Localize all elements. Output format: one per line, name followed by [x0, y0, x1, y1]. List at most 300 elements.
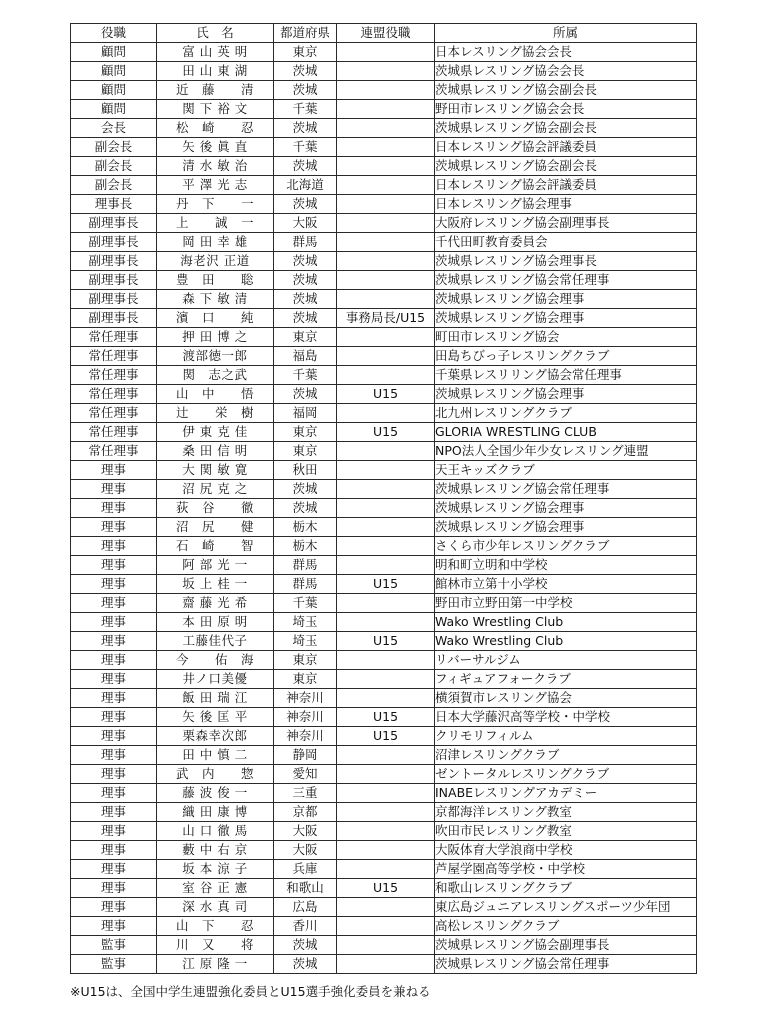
cell-league-role [337, 480, 435, 499]
cell-role: 理事 [71, 670, 157, 689]
cell-role: 理事 [71, 822, 157, 841]
table-row [71, 290, 697, 309]
table-row [71, 423, 697, 442]
cell-affiliation: 茨城県レスリング協会副会長 [435, 157, 697, 176]
cell-role: 副会長 [71, 138, 157, 157]
cell-league-role [337, 765, 435, 784]
cell-name: 坂 本 涼 子 [157, 860, 274, 879]
cell-name: 松 崎 忍 [157, 119, 274, 138]
table-row [71, 518, 697, 537]
cell-name: 平 澤 光 志 [157, 176, 274, 195]
cell-role: 理事 [71, 651, 157, 670]
table-row [71, 195, 697, 214]
header-league-role: 連盟役職 [337, 24, 435, 43]
cell-prefecture: 大阪 [274, 822, 337, 841]
cell-affiliation: 和歌山レスリングクラブ [435, 879, 697, 898]
cell-league-role [337, 138, 435, 157]
table-row [71, 252, 697, 271]
cell-league-role: U15 [337, 575, 435, 594]
cell-league-role [337, 271, 435, 290]
cell-role: 理事 [71, 556, 157, 575]
table-row [71, 879, 697, 898]
cell-name: 辻 栄 樹 [157, 404, 274, 423]
cell-affiliation: 茨城県レスリング協会副理事長 [435, 936, 697, 955]
cell-affiliation: 京都海洋レスリング教室 [435, 803, 697, 822]
cell-role: 監事 [71, 955, 157, 974]
cell-name: 江 原 隆 一 [157, 955, 274, 974]
header-affiliation: 所属 [435, 24, 697, 43]
cell-name: 沼 尻 健 [157, 518, 274, 537]
cell-name: 岡 田 幸 雄 [157, 233, 274, 252]
table-row [71, 575, 697, 594]
cell-affiliation: 天王キッズクラブ [435, 461, 697, 480]
cell-role: 副理事長 [71, 309, 157, 328]
cell-league-role [337, 841, 435, 860]
cell-prefecture: 栃木 [274, 537, 337, 556]
cell-name: 清 水 敏 治 [157, 157, 274, 176]
cell-league-role [337, 898, 435, 917]
cell-prefecture: 茨城 [274, 385, 337, 404]
cell-league-role: U15 [337, 727, 435, 746]
cell-role: 常任理事 [71, 442, 157, 461]
cell-league-role [337, 955, 435, 974]
cell-affiliation: ゼントータルレスリングクラブ [435, 765, 697, 784]
table-row [71, 727, 697, 746]
cell-affiliation: 沼津レスリングクラブ [435, 746, 697, 765]
cell-league-role [337, 499, 435, 518]
cell-prefecture: 愛知 [274, 765, 337, 784]
cell-league-role [337, 518, 435, 537]
cell-role: 副理事長 [71, 271, 157, 290]
cell-affiliation: 茨城県レスリング協会常任理事 [435, 480, 697, 499]
cell-prefecture: 埼玉 [274, 613, 337, 632]
table-row [71, 366, 697, 385]
cell-prefecture: 大阪 [274, 841, 337, 860]
cell-prefecture: 兵庫 [274, 860, 337, 879]
cell-name: 押 田 博 之 [157, 328, 274, 347]
cell-league-role [337, 651, 435, 670]
cell-name: 丹 下 一 [157, 195, 274, 214]
cell-name: 濱 口 純 [157, 309, 274, 328]
cell-league-role: U15 [337, 708, 435, 727]
table-row [71, 309, 697, 328]
table-row [71, 594, 697, 613]
cell-league-role [337, 784, 435, 803]
cell-name: 武 内 惣 [157, 765, 274, 784]
cell-role: 副理事長 [71, 290, 157, 309]
table-header-row [71, 24, 697, 43]
cell-prefecture: 茨城 [274, 62, 337, 81]
cell-role: 常任理事 [71, 328, 157, 347]
cell-name: 井ノ口美優 [157, 670, 274, 689]
cell-prefecture: 福島 [274, 347, 337, 366]
table-row [71, 62, 697, 81]
cell-name: 桑 田 信 明 [157, 442, 274, 461]
cell-prefecture: 千葉 [274, 100, 337, 119]
cell-league-role [337, 328, 435, 347]
table-row [71, 860, 697, 879]
cell-league-role [337, 803, 435, 822]
table-row [71, 803, 697, 822]
cell-prefecture: 福岡 [274, 404, 337, 423]
cell-prefecture: 茨城 [274, 936, 337, 955]
cell-prefecture: 東京 [274, 328, 337, 347]
table-row [71, 841, 697, 860]
table-row [71, 328, 697, 347]
cell-affiliation: 町田市レスリング協会 [435, 328, 697, 347]
cell-affiliation: 茨城県レスリング協会理事 [435, 309, 697, 328]
cell-prefecture: 茨城 [274, 955, 337, 974]
cell-affiliation: 茨城県レスリング協会常任理事 [435, 271, 697, 290]
cell-name: 関 志之武 [157, 366, 274, 385]
table-row [71, 613, 697, 632]
table-row [71, 708, 697, 727]
table-row [71, 917, 697, 936]
footnote: ※U15は、全国中学生連盟強化委員とU15選手強化委員を兼ねる [70, 984, 431, 999]
cell-name: 栗森幸次郎 [157, 727, 274, 746]
cell-name: 川 又 将 [157, 936, 274, 955]
header-role: 役職 [71, 24, 157, 43]
cell-league-role [337, 594, 435, 613]
cell-name: 深 水 真 司 [157, 898, 274, 917]
cell-affiliation: 茨城県レスリング協会理事 [435, 499, 697, 518]
cell-affiliation: 日本レスリング協会理事 [435, 195, 697, 214]
cell-affiliation: 茨城県レスリング協会会長 [435, 62, 697, 81]
cell-affiliation: 茨城県レスリング協会理事 [435, 290, 697, 309]
table-row [71, 784, 697, 803]
cell-prefecture: 東京 [274, 651, 337, 670]
table-row [71, 176, 697, 195]
cell-role: 理事 [71, 898, 157, 917]
table-row [71, 100, 697, 119]
cell-affiliation: NPO法人全国少年少女レスリング連盟 [435, 442, 697, 461]
cell-name: 豊 田 聡 [157, 271, 274, 290]
table-row [71, 138, 697, 157]
cell-league-role [337, 233, 435, 252]
cell-affiliation: 大阪府レスリング協会副理事長 [435, 214, 697, 233]
cell-prefecture: 茨城 [274, 290, 337, 309]
cell-name: 飯 田 瑞 江 [157, 689, 274, 708]
cell-affiliation: 茨城県レスリング協会常任理事 [435, 955, 697, 974]
cell-affiliation: 北九州レスリングクラブ [435, 404, 697, 423]
cell-prefecture: 千葉 [274, 366, 337, 385]
cell-prefecture: 東京 [274, 43, 337, 62]
cell-role: 理事 [71, 727, 157, 746]
cell-name: 本 田 原 明 [157, 613, 274, 632]
cell-affiliation: 吹田市民レスリング教室 [435, 822, 697, 841]
cell-name: 藪 中 右 京 [157, 841, 274, 860]
cell-prefecture: 茨城 [274, 157, 337, 176]
cell-league-role [337, 404, 435, 423]
table-row [71, 632, 697, 651]
table-row [71, 119, 697, 138]
table-row [71, 157, 697, 176]
cell-league-role [337, 81, 435, 100]
cell-league-role [337, 556, 435, 575]
cell-role: 常任理事 [71, 347, 157, 366]
cell-league-role [337, 537, 435, 556]
table-row [71, 81, 697, 100]
table-row [71, 898, 697, 917]
cell-role: 理事 [71, 594, 157, 613]
cell-prefecture: 茨城 [274, 195, 337, 214]
cell-prefecture: 群馬 [274, 233, 337, 252]
cell-name: 今 佑 海 [157, 651, 274, 670]
cell-prefecture: 茨城 [274, 480, 337, 499]
cell-league-role [337, 195, 435, 214]
cell-prefecture: 香川 [274, 917, 337, 936]
table-row [71, 765, 697, 784]
cell-affiliation: 高松レスリングクラブ [435, 917, 697, 936]
cell-name: 室 谷 正 憲 [157, 879, 274, 898]
cell-role: 常任理事 [71, 404, 157, 423]
cell-league-role: U15 [337, 385, 435, 404]
cell-name: 藤 波 俊 一 [157, 784, 274, 803]
table-row [71, 214, 697, 233]
cell-prefecture: 東京 [274, 442, 337, 461]
cell-prefecture: 茨城 [274, 271, 337, 290]
table-row [71, 537, 697, 556]
cell-league-role: U15 [337, 423, 435, 442]
cell-league-role [337, 613, 435, 632]
cell-affiliation: 東広島ジュニアレスリングスポーツ少年団 [435, 898, 697, 917]
table-row [71, 404, 697, 423]
cell-role: 理事 [71, 537, 157, 556]
cell-role: 理事 [71, 803, 157, 822]
cell-affiliation: 日本レスリング協会評議委員 [435, 176, 697, 195]
cell-prefecture: 茨城 [274, 499, 337, 518]
cell-affiliation: 日本レスリング協会評議委員 [435, 138, 697, 157]
cell-prefecture: 静岡 [274, 746, 337, 765]
table-row [71, 43, 697, 62]
cell-name: 大 関 敏 寛 [157, 461, 274, 480]
cell-affiliation: フィギュアフォークラブ [435, 670, 697, 689]
table-row [71, 461, 697, 480]
cell-affiliation: 千代田町教育委員会 [435, 233, 697, 252]
cell-prefecture: 神奈川 [274, 708, 337, 727]
table-row [71, 385, 697, 404]
cell-affiliation: 大阪体育大学浪商中学校 [435, 841, 697, 860]
cell-league-role [337, 822, 435, 841]
cell-league-role [337, 62, 435, 81]
cell-role: 理事 [71, 765, 157, 784]
cell-league-role [337, 917, 435, 936]
cell-role: 理事 [71, 499, 157, 518]
cell-league-role [337, 100, 435, 119]
cell-prefecture: 神奈川 [274, 689, 337, 708]
cell-name: 田 中 慎 二 [157, 746, 274, 765]
cell-name: 矢 後 眞 直 [157, 138, 274, 157]
officer-roster-table [70, 23, 697, 974]
cell-prefecture: 三重 [274, 784, 337, 803]
cell-role: 副理事長 [71, 252, 157, 271]
cell-role: 副理事長 [71, 233, 157, 252]
cell-role: 理事 [71, 480, 157, 499]
cell-role: 理事 [71, 689, 157, 708]
cell-role: 理事 [71, 746, 157, 765]
cell-role: 副会長 [71, 176, 157, 195]
cell-prefecture: 埼玉 [274, 632, 337, 651]
cell-affiliation: 茨城県レスリング協会理事長 [435, 252, 697, 271]
cell-prefecture: 千葉 [274, 138, 337, 157]
cell-role: 理事 [71, 917, 157, 936]
cell-affiliation: 明和町立明和中学校 [435, 556, 697, 575]
table-row [71, 347, 697, 366]
cell-role: 理事 [71, 518, 157, 537]
cell-role: 常任理事 [71, 366, 157, 385]
table-row [71, 499, 697, 518]
cell-name: 渡部徳一郎 [157, 347, 274, 366]
table-row [71, 955, 697, 974]
cell-affiliation: 日本大学藤沢高等学校・中学校 [435, 708, 697, 727]
cell-league-role [337, 442, 435, 461]
cell-role: 副会長 [71, 157, 157, 176]
cell-league-role [337, 290, 435, 309]
cell-prefecture: 千葉 [274, 594, 337, 613]
cell-league-role [337, 366, 435, 385]
cell-name: 山 下 忍 [157, 917, 274, 936]
cell-name: 伊 東 克 佳 [157, 423, 274, 442]
cell-prefecture: 秋田 [274, 461, 337, 480]
cell-league-role [337, 157, 435, 176]
table-row [71, 442, 697, 461]
cell-prefecture: 茨城 [274, 309, 337, 328]
cell-affiliation: クリモリフィルム [435, 727, 697, 746]
cell-affiliation: 横須賀市レスリング協会 [435, 689, 697, 708]
cell-league-role [337, 689, 435, 708]
table-row [71, 746, 697, 765]
cell-league-role [337, 347, 435, 366]
cell-league-role: U15 [337, 879, 435, 898]
cell-prefecture: 東京 [274, 423, 337, 442]
cell-affiliation: 野田市立野田第一中学校 [435, 594, 697, 613]
cell-prefecture: 神奈川 [274, 727, 337, 746]
cell-name: 阿 部 光 一 [157, 556, 274, 575]
cell-league-role [337, 860, 435, 879]
cell-affiliation: さくら市少年レスリングクラブ [435, 537, 697, 556]
cell-name: 田 山 東 湖 [157, 62, 274, 81]
header-prefecture: 都道府県 [274, 24, 337, 43]
cell-role: 会長 [71, 119, 157, 138]
cell-league-role [337, 252, 435, 271]
cell-league-role [337, 746, 435, 765]
cell-prefecture: 北海道 [274, 176, 337, 195]
cell-name: 森 下 敏 清 [157, 290, 274, 309]
cell-role: 理事 [71, 575, 157, 594]
cell-prefecture: 京都 [274, 803, 337, 822]
cell-prefecture: 茨城 [274, 81, 337, 100]
cell-role: 理事 [71, 461, 157, 480]
cell-role: 常任理事 [71, 385, 157, 404]
cell-prefecture: 群馬 [274, 575, 337, 594]
cell-role: 顧問 [71, 100, 157, 119]
cell-name: 海老沢 正道 [157, 252, 274, 271]
table-row [71, 556, 697, 575]
table-body [71, 43, 697, 974]
table-row [71, 233, 697, 252]
cell-prefecture: 栃木 [274, 518, 337, 537]
cell-name: 石 崎 智 [157, 537, 274, 556]
header-name: 氏 名 [157, 24, 274, 43]
cell-league-role [337, 936, 435, 955]
cell-role: 理事 [71, 632, 157, 651]
cell-role: 理事 [71, 879, 157, 898]
cell-name: 織 田 康 博 [157, 803, 274, 822]
cell-role: 理事 [71, 841, 157, 860]
table-row [71, 689, 697, 708]
table-row [71, 271, 697, 290]
cell-name: 山 中 悟 [157, 385, 274, 404]
cell-affiliation: 田島ちびっ子レスリングクラブ [435, 347, 697, 366]
cell-affiliation: 茨城県レスリング協会理事 [435, 518, 697, 537]
cell-league-role: U15 [337, 632, 435, 651]
cell-affiliation: 茨城県レスリング協会副会長 [435, 119, 697, 138]
cell-role: 副理事長 [71, 214, 157, 233]
cell-league-role [337, 176, 435, 195]
cell-affiliation: リバーサルジム [435, 651, 697, 670]
cell-affiliation: GLORIA WRESTLING CLUB [435, 423, 697, 442]
cell-name: 齋 藤 光 希 [157, 594, 274, 613]
cell-role: 顧問 [71, 62, 157, 81]
cell-league-role: 事務局長/U15 [337, 309, 435, 328]
cell-role: 理事長 [71, 195, 157, 214]
cell-league-role [337, 214, 435, 233]
cell-league-role [337, 670, 435, 689]
cell-role: 顧問 [71, 81, 157, 100]
cell-affiliation: 茨城県レスリング協会副会長 [435, 81, 697, 100]
cell-role: 常任理事 [71, 423, 157, 442]
cell-name: 坂 上 桂 一 [157, 575, 274, 594]
cell-role: 顧問 [71, 43, 157, 62]
cell-affiliation: INABEレスリングアカデミー [435, 784, 697, 803]
cell-league-role [337, 119, 435, 138]
cell-affiliation: Wako Wrestling Club [435, 632, 697, 651]
cell-prefecture: 茨城 [274, 252, 337, 271]
cell-prefecture: 大阪 [274, 214, 337, 233]
cell-name: 関 下 裕 文 [157, 100, 274, 119]
cell-role: 理事 [71, 613, 157, 632]
table-row [71, 822, 697, 841]
cell-role: 理事 [71, 708, 157, 727]
cell-affiliation: 千葉県レスリリング協会常任理事 [435, 366, 697, 385]
cell-name: 荻 谷 徹 [157, 499, 274, 518]
cell-affiliation: Wako Wrestling Club [435, 613, 697, 632]
cell-prefecture: 茨城 [274, 119, 337, 138]
table-row [71, 670, 697, 689]
cell-name: 山 口 徹 馬 [157, 822, 274, 841]
cell-league-role [337, 43, 435, 62]
cell-name: 近 藤 清 [157, 81, 274, 100]
cell-league-role [337, 461, 435, 480]
table-row [71, 936, 697, 955]
cell-role: 理事 [71, 860, 157, 879]
cell-name: 上 誠 一 [157, 214, 274, 233]
cell-affiliation: 日本レスリング協会会長 [435, 43, 697, 62]
cell-prefecture: 広島 [274, 898, 337, 917]
cell-prefecture: 東京 [274, 670, 337, 689]
cell-role: 監事 [71, 936, 157, 955]
cell-name: 工藤佳代子 [157, 632, 274, 651]
table-row [71, 651, 697, 670]
cell-role: 理事 [71, 784, 157, 803]
cell-affiliation: 館林市立第十小学校 [435, 575, 697, 594]
cell-prefecture: 群馬 [274, 556, 337, 575]
cell-affiliation: 芦屋学園高等学校・中学校 [435, 860, 697, 879]
cell-prefecture: 和歌山 [274, 879, 337, 898]
table-row [71, 480, 697, 499]
cell-name: 矢 後 匡 平 [157, 708, 274, 727]
cell-affiliation: 茨城県レスリング協会理事 [435, 385, 697, 404]
